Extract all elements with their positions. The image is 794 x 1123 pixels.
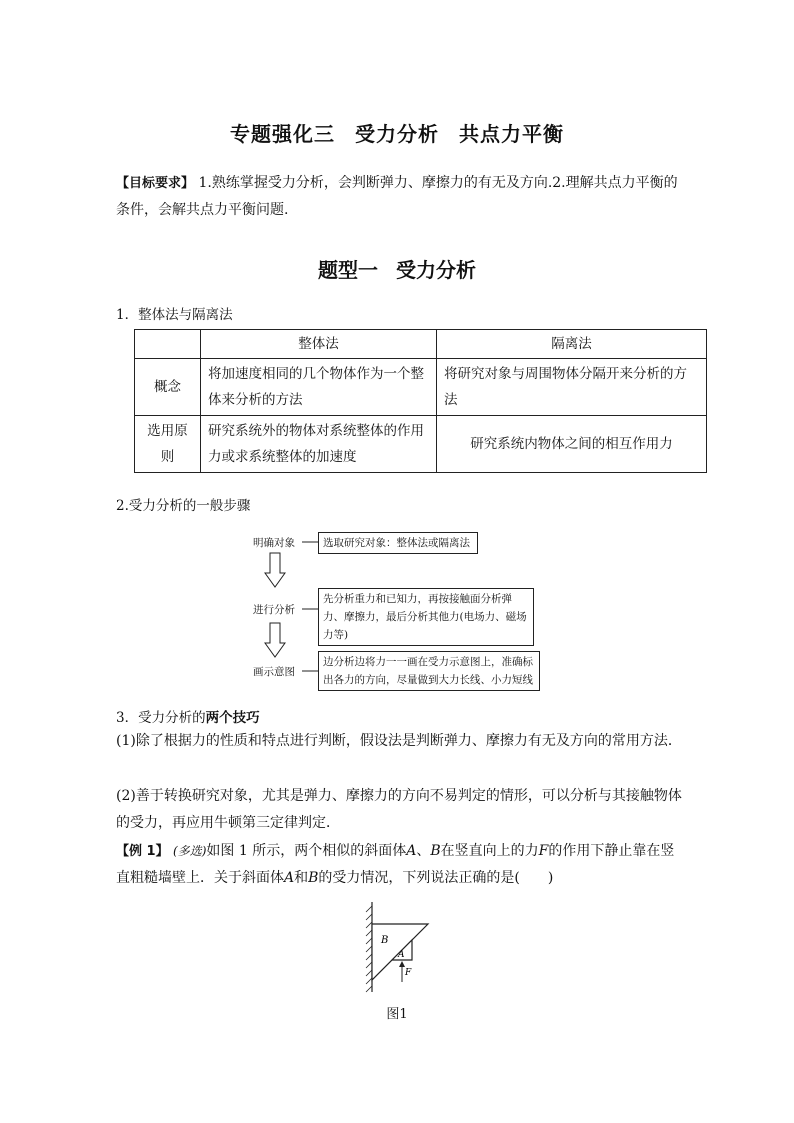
example-tag: (多选) (173, 844, 207, 858)
goal-text: 1.熟练掌握受力分析，会判断弹力、摩擦力的有无及方向.2.理解共点力平衡的条件，会解共点力平衡问题. (116, 175, 678, 218)
example-label: 【例 1】 (116, 844, 169, 859)
table-cell: 将研究对象与周围物体分隔开来分析的方法 (437, 359, 707, 416)
flow-step-box: 选取研究对象：整体法或隔离法 (318, 532, 478, 554)
flow-step-box: 先分析重力和已知力，再按接触面分析弹力、摩擦力，最后分析其他力(电场力、磁场力等) (318, 588, 534, 646)
table-row (135, 359, 707, 416)
down-arrow-icon (265, 623, 285, 657)
flow-step-label: 明确对象 (253, 537, 295, 549)
goal-paragraph (116, 170, 682, 224)
comparison-table (134, 329, 707, 473)
label-a: A (398, 950, 405, 960)
page-title: 专题强化三 受力分析 共点力平衡 (230, 122, 564, 146)
figure-wall-wedges (360, 900, 440, 1000)
table-row-label: 选用原则 (135, 416, 201, 473)
label-b: B (381, 935, 389, 946)
heading-tips: 3．受力分析的两个技巧 (116, 710, 260, 726)
flow-step-label: 进行分析 (253, 604, 295, 616)
table-header-row (135, 330, 707, 359)
heading-whole-isolation: 1．整体法与隔离法 (116, 307, 233, 323)
down-arrow-icon (265, 553, 285, 587)
table-row-label: 概念 (135, 359, 201, 416)
table-cell: 将加速度相同的几个物体作为一个整体来分析的方法 (201, 359, 437, 416)
tip-paragraph: (1)除了根据力的性质和特点进行判断，假设法是判断弹力、摩擦力有无及方向的常用方法． (116, 733, 682, 749)
table-cell: 研究系统内物体之间的相互作用力 (437, 416, 707, 473)
tip-paragraph: (2)善于转换研究对象，尤其是弹力、摩擦力的方向不易判定的情形，可以分析与其接触物体的受力，再应用牛顿第三定律判定． (116, 788, 682, 831)
table-row (135, 416, 707, 473)
flow-diagram (250, 525, 550, 695)
section-title: 题型一 受力分析 (318, 258, 476, 282)
table-header-cell (135, 330, 201, 359)
figure-caption: 图1 (386, 1007, 408, 1022)
heading-steps: 2.受力分析的一般步骤 (116, 498, 251, 514)
example-paragraph: 【例 1】 (多选)如图 1 所示，两个相似的斜面体A、B在竖直向上的力F的作用下静止靠在竖直粗糙墙壁上．关于斜面体A和B的受力情况，下列说法正确的是( ) (116, 843, 675, 886)
table-header-cell: 整体法 (201, 330, 437, 359)
goal-label: 【目标要求】 (116, 176, 195, 191)
flow-step-label: 画示意图 (253, 666, 295, 678)
table-cell: 研究系统外的物体对系统整体的作用力或求系统整体的加速度 (201, 416, 437, 473)
wedge-diagram (360, 900, 440, 1000)
label-f: F (405, 968, 412, 978)
table-header-cell: 隔离法 (437, 330, 707, 359)
flow-step-box: 边分析边将力一一画在受力示意图上，准确标出各力的方向，尽量做到大力长线、小力短线 (318, 651, 540, 691)
